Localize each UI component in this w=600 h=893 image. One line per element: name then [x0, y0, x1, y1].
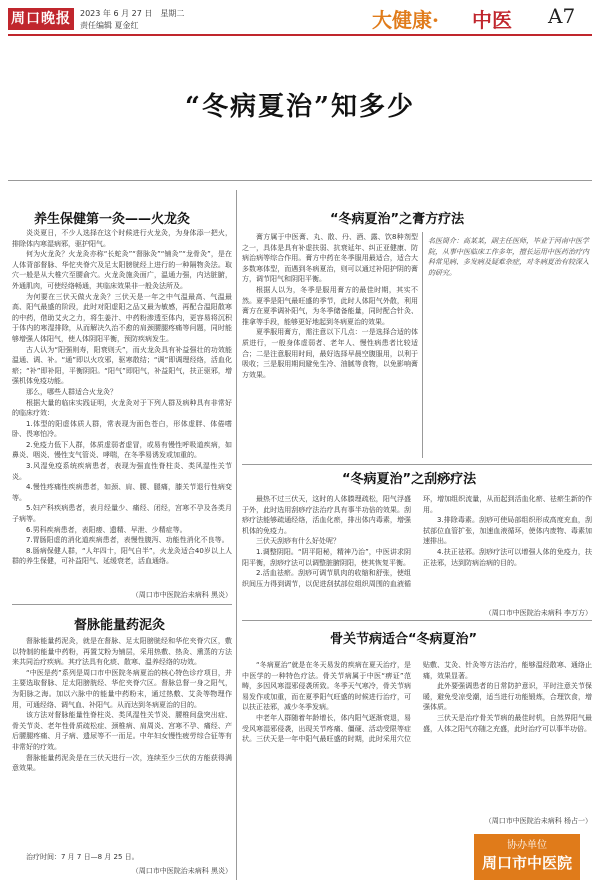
title-rule — [8, 180, 592, 181]
paragraph: 6.男科疾病患者，表阳痿、遗精、早泄、少精症等。 — [26, 525, 187, 534]
paragraph: 7.胃肠阳虚的消化道疾病患者，表慢性腹泻、功能性消化不良等。 — [26, 536, 229, 545]
article1-body — [12, 228, 232, 590]
article4-title: “冬病夏治”之刮痧疗法 — [342, 472, 477, 487]
paragraph: 2.免疫力低下人群，体质虚弱者虚冒，或易有慢性呼吸道疾病，如鼻炎、咽炎、慢性支气管炎、哮喘，在冬季易诱发或加重的。 — [12, 440, 232, 460]
article4-body — [242, 494, 592, 608]
paragraph: 根据大量的临床实践证明，火龙灸对于下列人群及病种具有非常好的临床疗效： — [12, 398, 232, 418]
article1-source: （周口市中医院治未病科 黑炎） — [131, 591, 232, 599]
newspaper-logo: 周口晚报 — [8, 8, 74, 30]
paragraph: 1.体型的阳虚体质人群，常表现为面色苍白，形体虚胖、体倦嗜卧、畏寒怕冷。 — [12, 419, 232, 439]
paragraph: 1.调整阴阳。“阴平阳秘，精神乃治”，中医讲求阴阳平衡，刮痧疗法可以调整脏腑阴阳，使其恢复平衡。 — [242, 547, 411, 567]
article3-body — [242, 232, 418, 458]
issue-date: 2023 年 6 月 27 日 星期二 — [80, 9, 185, 18]
page-title: “冬病夏治”知多少 — [185, 92, 415, 122]
section-subname: 中医 — [472, 8, 512, 32]
article4-rule — [242, 620, 592, 621]
article4-source: （周口市中医院治未病科 李万方） — [484, 609, 592, 617]
paragraph: 督脉能量药泥灸，就是在督脉、足太阳膀胱经和华佗夹脊穴区，敷以特制的能量中药粉，再置艾粉为铺层，采用热敷、热灸、熏蒸的方法来共同治疗疾病。其疗法具有化痰、散寒、温养经络的功效。 — [12, 637, 232, 667]
article1-rule — [12, 604, 232, 605]
article3-title: “冬病夏治”之膏方疗法 — [330, 212, 465, 227]
paragraph: 4.扶正祛邪。刮痧疗法可以增强人体的免疫力，扶正祛邪，达到防病治病的目的。 — [423, 547, 592, 567]
paragraph: 炎炎夏日，不少人选择在这个时候进行火龙灸，为身体添一把火，排除体内寒湿病邪，驱护阳气。 — [12, 229, 232, 248]
paragraph: 根据人以为，冬季是服用膏方的最佳时期，其实不然。夏季是阳气最旺盛的季节，此时人体阳气外散，利用膏方在夏季调补阳气，为冬季储备能量，同时配合针灸、推拿等手段，能够更好地起到冬病夏治的效果。 — [242, 285, 418, 326]
paragraph: 此外要强调患者的日常防护意识，平时注意关节保暖，避免受凉受潮，适当进行功能锻炼，合理饮食，增强体质。 — [423, 682, 592, 712]
paragraph: 3.排除毒素。刮痧可使局部组织形成高度充血，刮拭部位血管扩张，加速血液循环，使体内废物、毒素加速排出。 — [423, 516, 592, 546]
paragraph: “中医是药”系列是周口市中医院冬病夏治的核心特色诊疗项目，并主要选取督脉、足太阳膀胱经、华佗夹脊穴区。督脉总督一身之阳气，为阳脉之海。加以六脉中的能量中药粉末，通过热敷、艾灸等物理作用，可通经络、调气血、补阳气。从而达到冬病夏治的目的。 — [12, 668, 232, 709]
article3-divider — [422, 232, 423, 458]
header-rule — [8, 34, 592, 36]
article2-body — [12, 636, 232, 850]
paragraph: 5.妇产科疾病患者，表月经量少、痛经、闭经，宫寒不孕及各类月子病等。 — [12, 504, 232, 524]
coop-label: 协办单位 — [507, 840, 547, 851]
paragraph: 何为火龙灸？火龙灸亦称“长蛇灸”“督脉灸”“铺灸”“龙骨灸”，是在人体背部督脉、华佗夹脊穴及足太阳膀胱经上进行的一种隔物灸法。取穴一般是从大椎穴至腰俞穴。火龙灸施灸面广，温通力强，内达脏腑，外通肌肉，可使经络畅通，其临床效果非一般灸法所及。 — [12, 250, 232, 290]
article2-title: 督脉能量药泥灸 — [74, 618, 166, 633]
section-name: 大健康· — [372, 8, 439, 32]
paragraph: 夏季服用膏方，需注意以下几点：一是选择合适的体质进行，一般身体虚弱者、老年人、慢性病患者比较适合；二是注意服用时间，最好选择早晨空腹服用，以利于吸收；三是服用期间避免生冷、油腻等食物，以免影响膏方效果。 — [242, 328, 418, 379]
page-number: A7 — [548, 4, 576, 28]
article5-body — [242, 660, 592, 812]
paragraph: 该方法对督脉能量性脊柱炎、类风湿性关节炎、腰椎间盘突出症、骨关节炎、老年性骨质疏松症、颈椎病、肩周炎、宫寒不孕、痛经、产后腰腿疼痛、月子病、遗尿等不一而足。中年妇女慢性疲劳综合征等有非常好的疗效。 — [12, 711, 232, 751]
paragraph: 最热不过三伏天，这时的人体腠理疏松，阳气浮盛于外，此时选用刮痧疗法治疗具有事半功倍的效果。刮痧疗法能够疏通经络，活血化瘀，排出体内毒素，增强机体的免疫力。 — [242, 495, 411, 535]
article2-time: 治疗时间：7 月 7 日—8 月 25 日。 — [26, 853, 139, 861]
paragraph: 为何要在三伏天做火龙灸？三伏天是一年之中气温最高、气温最高、阳气最盛的阶段，此时对阳虚阳之品又最为敏感，再配合温阳散寒的中药，借助艾火之力，将生姜汁、中药粉渗透至体内，更容易将沉积于体内的寒湿排除，从而解决久治不愈的肩颈腰腿疼痛等问题，同时能够增强人体阳气，使人体阴阳平衡，预防疾病发生。 — [12, 292, 232, 343]
coop-name: 周口市中医院 — [481, 854, 572, 872]
paragraph: 那么，哪些人群适合火龙灸？ — [26, 387, 117, 396]
article3-note: 名医简介：高某某，副主任医师，毕业于河南中医学院，从事中医临床工作多年，擅长运用中医药治疗内科常见病、多发病及疑难杂症，对冬病夏治有较深入的研究。 — [428, 237, 589, 277]
article2-source: （周口市中医院治未病科 黑炎） — [131, 867, 232, 875]
paragraph: 2.活血祛瘀。刮痧可调节肌肉的收缩和舒张，使组织间压力得到调节，以促进刮拭部位组织周围的血液循环，增加组织流量，从而起到活血化瘀、祛瘀生新的作用。 — [242, 495, 592, 588]
editor-line: 责任编辑 夏金红 — [80, 21, 139, 30]
paragraph: 三伏天刮痧有什么好处呢？ — [256, 537, 340, 546]
paragraph: 中老年人群随着年龄增长，体内阳气逐渐衰退，易受风寒湿邪侵袭，出现关节疼痛、僵硬、活动受限等症状。三伏天是一年中阳气最旺盛的时期，此时采用穴位贴敷、艾灸、针灸等方法治疗，能够温经散寒、通络止痛，效果显著。 — [242, 661, 592, 744]
article3-rule — [242, 464, 592, 465]
paragraph: 膏方属于中医膏、丸、散、丹、酒、露、饮8种剂型之一，具体是具有补虚扶弱、抗衰延年、纠正亚健康、防病治病等综合作用。膏方中药在冬季服用最适合，适合大多数寒体型，而遇到冬病夏治，则可以通过补阳护阴的膏方，调节阳气和阴阳平衡。 — [242, 233, 418, 284]
paragraph: 4.慢性疼痛性疾病患者，如颈、肩、腰、腿痛，膝关节退行性病变等。 — [12, 483, 232, 502]
column-divider — [236, 190, 237, 880]
paragraph: “冬病夏治”就是在冬天易发的疾病在夏天治疗，是中医学的一种特色疗法。骨关节病属于中医“痹证”范畴，多因风寒湿邪侵袭所致。冬季天气寒冷，骨关节病易发作或加重，而在夏季阳气旺盛的时候进行治疗，可以扶正祛邪，减少冬季发病。 — [242, 661, 411, 712]
paragraph: 古人认为“阳强则寿，阳衰则夭”，而火龙灸具有补益强壮的功效能温通、调、补。“通”即以火攻邪，驱寒散结；“调”即调理经络，活血化瘀；“补”即补阳，平衡阴阳。“阳气”即阳气，补益阳气，扶正驱邪，增强机体免疫功能。 — [12, 345, 232, 386]
paragraph: 3.风湿免疫系统疾病患者，表现为强直性脊柱炎、类风湿性关节炎。 — [12, 462, 232, 481]
article1-title: 养生保健第一灸——火龙灸 — [34, 212, 191, 227]
article5-source: （周口市中医院治未病科 杨占一） — [484, 817, 592, 825]
paragraph: 三伏天是治疗骨关节病的最佳时机，自然界阳气最盛，人体之阳气亦随之充盛，此时治疗可以事半功倍。 — [423, 713, 592, 733]
paragraph: 8.肠病保健人群，“人年四十，阳气自半”，火龙灸适合40岁以上人群的养生保健，可补益阳气、延缓衰老，活血通络。 — [12, 546, 232, 566]
article5-title: 骨关节病适合“冬病夏治” — [330, 632, 478, 647]
paragraph: 督脉能量药泥灸是在三伏天进行一次，连续至少三伏的方能获得满意效果。 — [12, 753, 232, 773]
